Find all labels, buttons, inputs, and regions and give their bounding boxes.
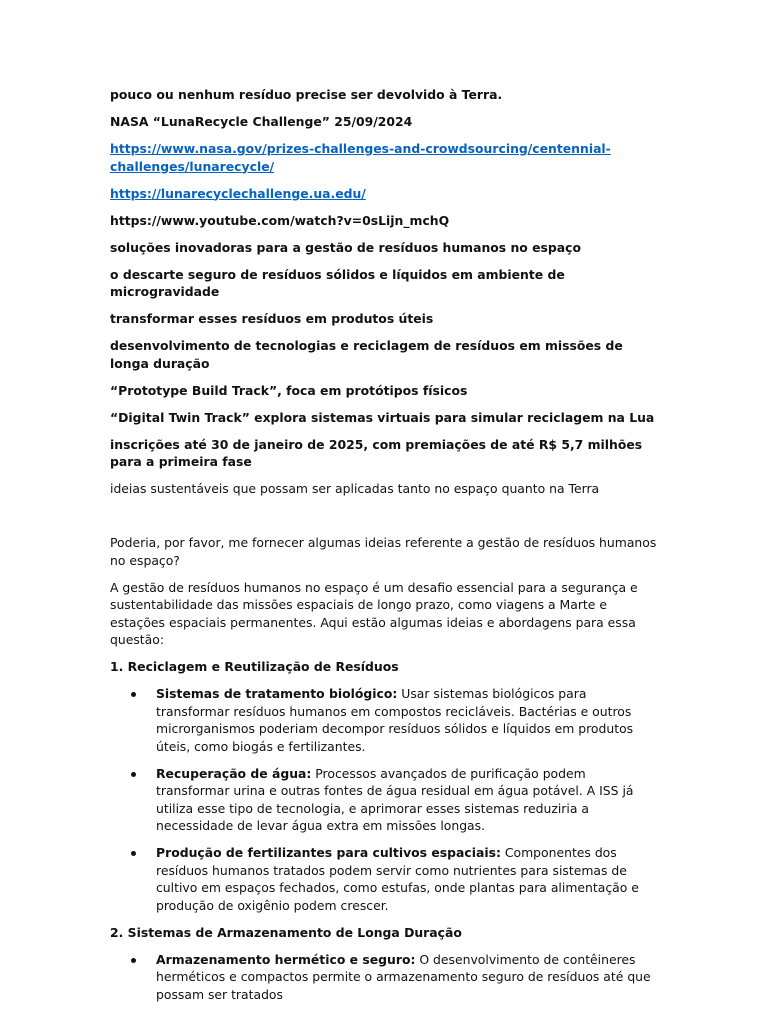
challenge-title: NASA “LunaRecycle Challenge” 25/09/2024: [110, 114, 413, 129]
ua-link[interactable]: https://lunarecyclechallenge.ua.edu/: [110, 185, 366, 201]
item-text: Processos avançados de purificação podem transformar urina e outras fontes de água residual em água potável. A ISS já utiliza esse tipo de tecnologia, e aprimorar esses sistemas reduziria a necessidade de levar água extra em missões longas.: [156, 765, 634, 833]
intro-paragraph: A gestão de resíduos humanos no espaço é um desafio essencial para a segurança e sustentabilidade das missões espaciais de longo prazo, como viagens a Marte e estações espaciais permanentes. Aqui estão algumas ideias e abordagens para essa questão:: [110, 579, 638, 647]
summary-line: inscrições até 30 de janeiro de 2025, com premiações de até R$ 5,7 milhões para a primeira fase: [110, 436, 643, 469]
bullet-list: [110, 951, 658, 1004]
item-term: Produção de fertilizantes para cultivos espaciais:: [156, 845, 501, 860]
item-term: Sistemas de tratamento biológico:: [156, 686, 398, 701]
section-heading: 2. Sistemas de Armazenamento de Longa Duração: [110, 924, 462, 940]
section-heading: 1. Reciclagem e Reutilização de Resíduos: [110, 659, 399, 674]
bullet-icon: [131, 958, 136, 963]
summary-line: “Prototype Build Track”, foca em protótipos físicos: [110, 382, 468, 398]
item-text: Componentes dos resíduos humanos tratados podem servir como nutrientes para sistemas de cultivo em espaços fechados, como estufas, onde plantas para alimentação e produção de oxigênio podem crescer.: [156, 845, 639, 913]
list-item: [110, 844, 658, 914]
note-line: pouco ou nenhum resíduo precise ser devolvido à Terra.: [110, 87, 503, 102]
bullet-icon: [131, 772, 136, 777]
bullet-list: [110, 685, 658, 914]
link-paragraph: [110, 185, 658, 203]
document-page: [110, 86, 658, 1013]
bullet-icon: [131, 692, 136, 697]
bullet-icon: [131, 851, 136, 856]
item-text: O desenvolvimento de contêineres herméticos e compactos permite o armazenamento seguro de resíduos até que possam ser tratados: [156, 951, 651, 1002]
item-term: Armazenamento hermético e seguro:: [156, 951, 416, 967]
closing-note: ideias sustentáveis que possam ser aplicadas tanto no espaço quanto na Terra: [110, 481, 600, 496]
summary-line: soluções inovadoras para a gestão de resíduos humanos no espaço: [110, 239, 581, 255]
youtube-url: https://www.youtube.com/watch?v=0sLijn_mchQ: [110, 212, 450, 228]
link-paragraph: [110, 140, 658, 175]
nasa-link[interactable]: https://www.nasa.gov/prizes-challenges-and-crowdsourcing/centennial-challenges/lunarecycle/: [110, 141, 611, 174]
item-term: Recuperação de água:: [156, 765, 312, 781]
list-item: [110, 951, 658, 1004]
question-paragraph: Poderia, por favor, me fornecer algumas ideias referente a gestão de resíduos humanos no espaço?: [110, 535, 657, 568]
summary-line: desenvolvimento de tecnologias e reciclagem de resíduos em missões de longa duração: [110, 338, 623, 371]
list-item: [110, 685, 658, 755]
summary-line: “Digital Twin Track” explora sistemas virtuais para simular reciclagem na Lua: [110, 409, 655, 425]
summary-line: o descarte seguro de resíduos sólidos e líquidos em ambiente de microgravidade: [110, 266, 565, 299]
blank-line: [110, 507, 658, 534]
summary-line: transformar esses resíduos em produtos úteis: [110, 311, 434, 326]
item-text: Usar sistemas biológicos para transformar resíduos humanos em compostos recicláveis. Bactérias e outros microrganismos poderiam decompor resíduos sólidos e líquidos em produtos úteis, como biogás e fertilizantes.: [156, 686, 634, 754]
list-item: [110, 765, 658, 835]
